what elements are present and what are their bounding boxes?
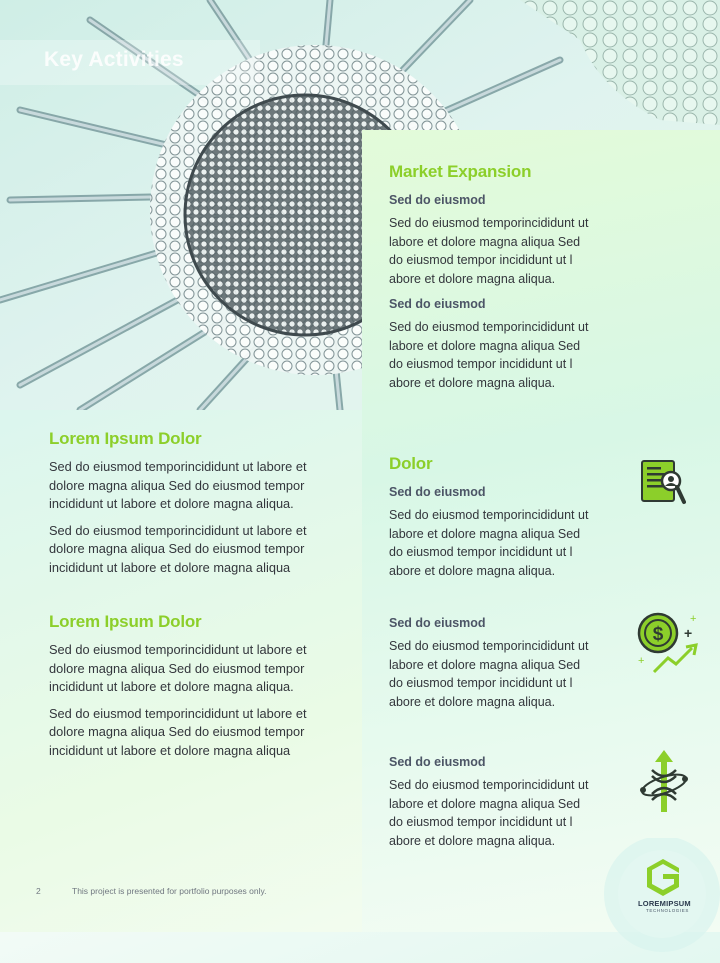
svg-text:+: + [638, 655, 645, 667]
left-section-1 [49, 429, 359, 577]
item-subtitle: Sed do eiusmod [389, 193, 486, 207]
svg-text:+: + [684, 625, 693, 641]
item-subtitle: Sed do eiusmod [389, 485, 486, 499]
svg-text:$: $ [652, 624, 664, 645]
paragraph: Sed do eiusmod temporincididunt ut labore et dolore magna aliqua Sed do eiusmod tempor incididunt ut labore et dolore magna aliqua [49, 522, 307, 575]
document-magnifier-icon [640, 458, 686, 511]
section-title: Dolor [389, 454, 433, 473]
item-subtitle: Sed do eiusmod [389, 755, 486, 769]
paragraph: Sed do eiusmod temporincididunt ut labore et dolore magna aliqua Sed do eiusmod tempor incididunt ut labore et dolore magna aliqua. [49, 459, 307, 511]
page-number: 2 [36, 886, 41, 896]
section-title: Lorem Ipsum Dolor [49, 429, 202, 448]
market-expansion-section [389, 162, 689, 392]
item-text: Sed do eiusmod temporincididunt ut labore et dolore magna aliqua Sed do eiusmod tempor incididunt ut l abore et dolore magna aliqua. [389, 508, 589, 578]
item-text: Sed do eiusmod temporincididunt ut labore et dolore magna aliqua Sed do eiusmod tempor incididunt ut l abore et dolore magna aliqua. [389, 639, 589, 709]
dna-arrow-icon [638, 748, 690, 821]
item-text: Sed do eiusmod temporincididunt ut labore et dolore magna aliqua Sed do eiusmod tempor incididunt ut l abore et dolore magna aliqua. [389, 216, 589, 286]
paragraph: Sed do eiusmod temporincididunt ut labore et dolore magna aliqua Sed do eiusmod tempor incididunt ut labore et dolore magna aliqua. [49, 642, 307, 694]
section-title: Lorem Ipsum Dolor [49, 612, 202, 631]
item-subtitle: Sed do eiusmod [389, 297, 486, 311]
svg-text:+: + [690, 613, 697, 625]
page-title: Key Activities [44, 48, 184, 71]
footer-note: This project is presented for portfolio purposes only. [72, 886, 267, 896]
paragraph: Sed do eiusmod temporincididunt ut labore et dolore magna aliqua Sed do eiusmod tempor incididunt ut labore et dolore magna aliqua [49, 705, 307, 758]
left-section-2 [49, 612, 359, 760]
item-subtitle: Sed do eiusmod [389, 616, 486, 630]
section-title: Market Expansion [389, 162, 532, 181]
item-text: Sed do eiusmod temporincididunt ut labore et dolore magna aliqua Sed do eiusmod tempor incididunt ut l abore et dolore magna aliqua. [389, 320, 589, 390]
item-text: Sed do eiusmod temporincididunt ut labore et dolore magna aliqua Sed do eiusmod tempor incididunt ut l abore et dolore magna aliqua. [389, 778, 589, 848]
logo-mark-icon [643, 857, 683, 902]
logo-tagline: TECHNOLOGIES [646, 908, 689, 913]
logo-name: LOREMIPSUM [638, 899, 691, 908]
dollar-growth-icon [634, 612, 704, 683]
